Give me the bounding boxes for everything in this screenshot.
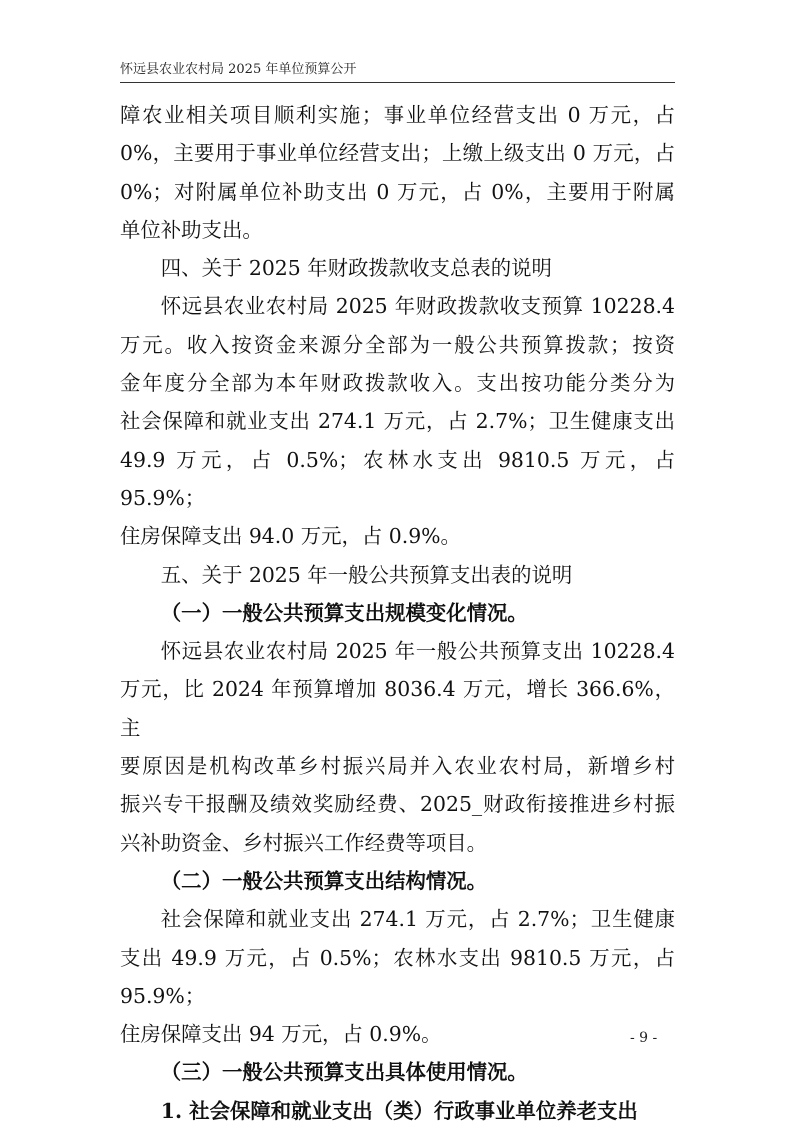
body-line: 社会保障和就业支出 274.1 万元，占 2.7%；卫生健康 [160, 907, 675, 932]
body-line: 障农业相关项目顺利实施；事业单位经营支出 0 万元，占 [120, 103, 675, 127]
item-heading-1: 1. 社会保障和就业支出（类）行政事业单位养老支出 [160, 1098, 638, 1123]
body-line: 0%，主要用于事业单位经营支出；上缴上级支出 0 万元，占 [120, 141, 675, 166]
body-line: 金年度分全部为本年财政拨款收入。支出按功能分类分为 [120, 371, 675, 396]
header-divider [120, 82, 675, 83]
subsection-heading-3: （三）一般公共预算支出具体使用情况。 [160, 1060, 528, 1085]
body-line: 住房保障支出 94 万元，占 0.9%。 [120, 1022, 442, 1047]
body-line: 支出 49.9 万元，占 0.5%；农林水支出 9810.5 万元，占 95.9%； [120, 945, 675, 1008]
body-line: 怀远县农业农村局 2025 年一般公共预算支出 10228.4 [160, 639, 675, 664]
page-number: - 9 - [630, 1030, 658, 1046]
section-heading-4: 四、关于 2025 年财政拨款收支总表的说明 [160, 256, 552, 281]
body-line: 怀远县农业农村局 2025 年财政拨款收支预算 10228.4 [160, 294, 675, 319]
body-line: 0%；对附属单位补助支出 0 万元，占 0%，主要用于附属 [120, 179, 675, 204]
body-line: 要原因是机构改革乡村振兴局并入农业农村局，新增乡村 [120, 754, 675, 779]
page-header: 怀远县农业农村局 2025 年单位预算公开 [120, 62, 357, 77]
body-line: 兴补助资金、乡村振兴工作经费等项目。 [120, 830, 488, 855]
document-body [120, 96, 675, 1130]
body-line: 单位补助支出。 [120, 217, 263, 242]
body-line: 振兴专干报酬及绩效奖励经费、2025_财政衔接推进乡村振 [120, 792, 675, 817]
section-heading-5: 五、关于 2025 年一般公共预算支出表的说明 [160, 562, 573, 587]
body-line: 万元。收入按资金来源分全部为一般公共预算拨款；按资 [120, 332, 675, 357]
body-line: 社会保障和就业支出 274.1 万元，占 2.7%；卫生健康支出 [120, 409, 675, 434]
subsection-heading-2: （二）一般公共预算支出结构情况。 [160, 868, 488, 893]
subsection-heading-1: （一）一般公共预算支出规模变化情况。 [160, 600, 528, 625]
body-line: 住房保障支出 94.0 万元，占 0.9%。 [120, 524, 461, 549]
body-line: 49.9 万元，占 0.5%；农林水支出 9810.5 万元，占 95.9%； [120, 447, 675, 510]
body-line: 万元，比 2024 年预算增加 8036.4 万元，增长 366.6%，主 [120, 677, 675, 740]
